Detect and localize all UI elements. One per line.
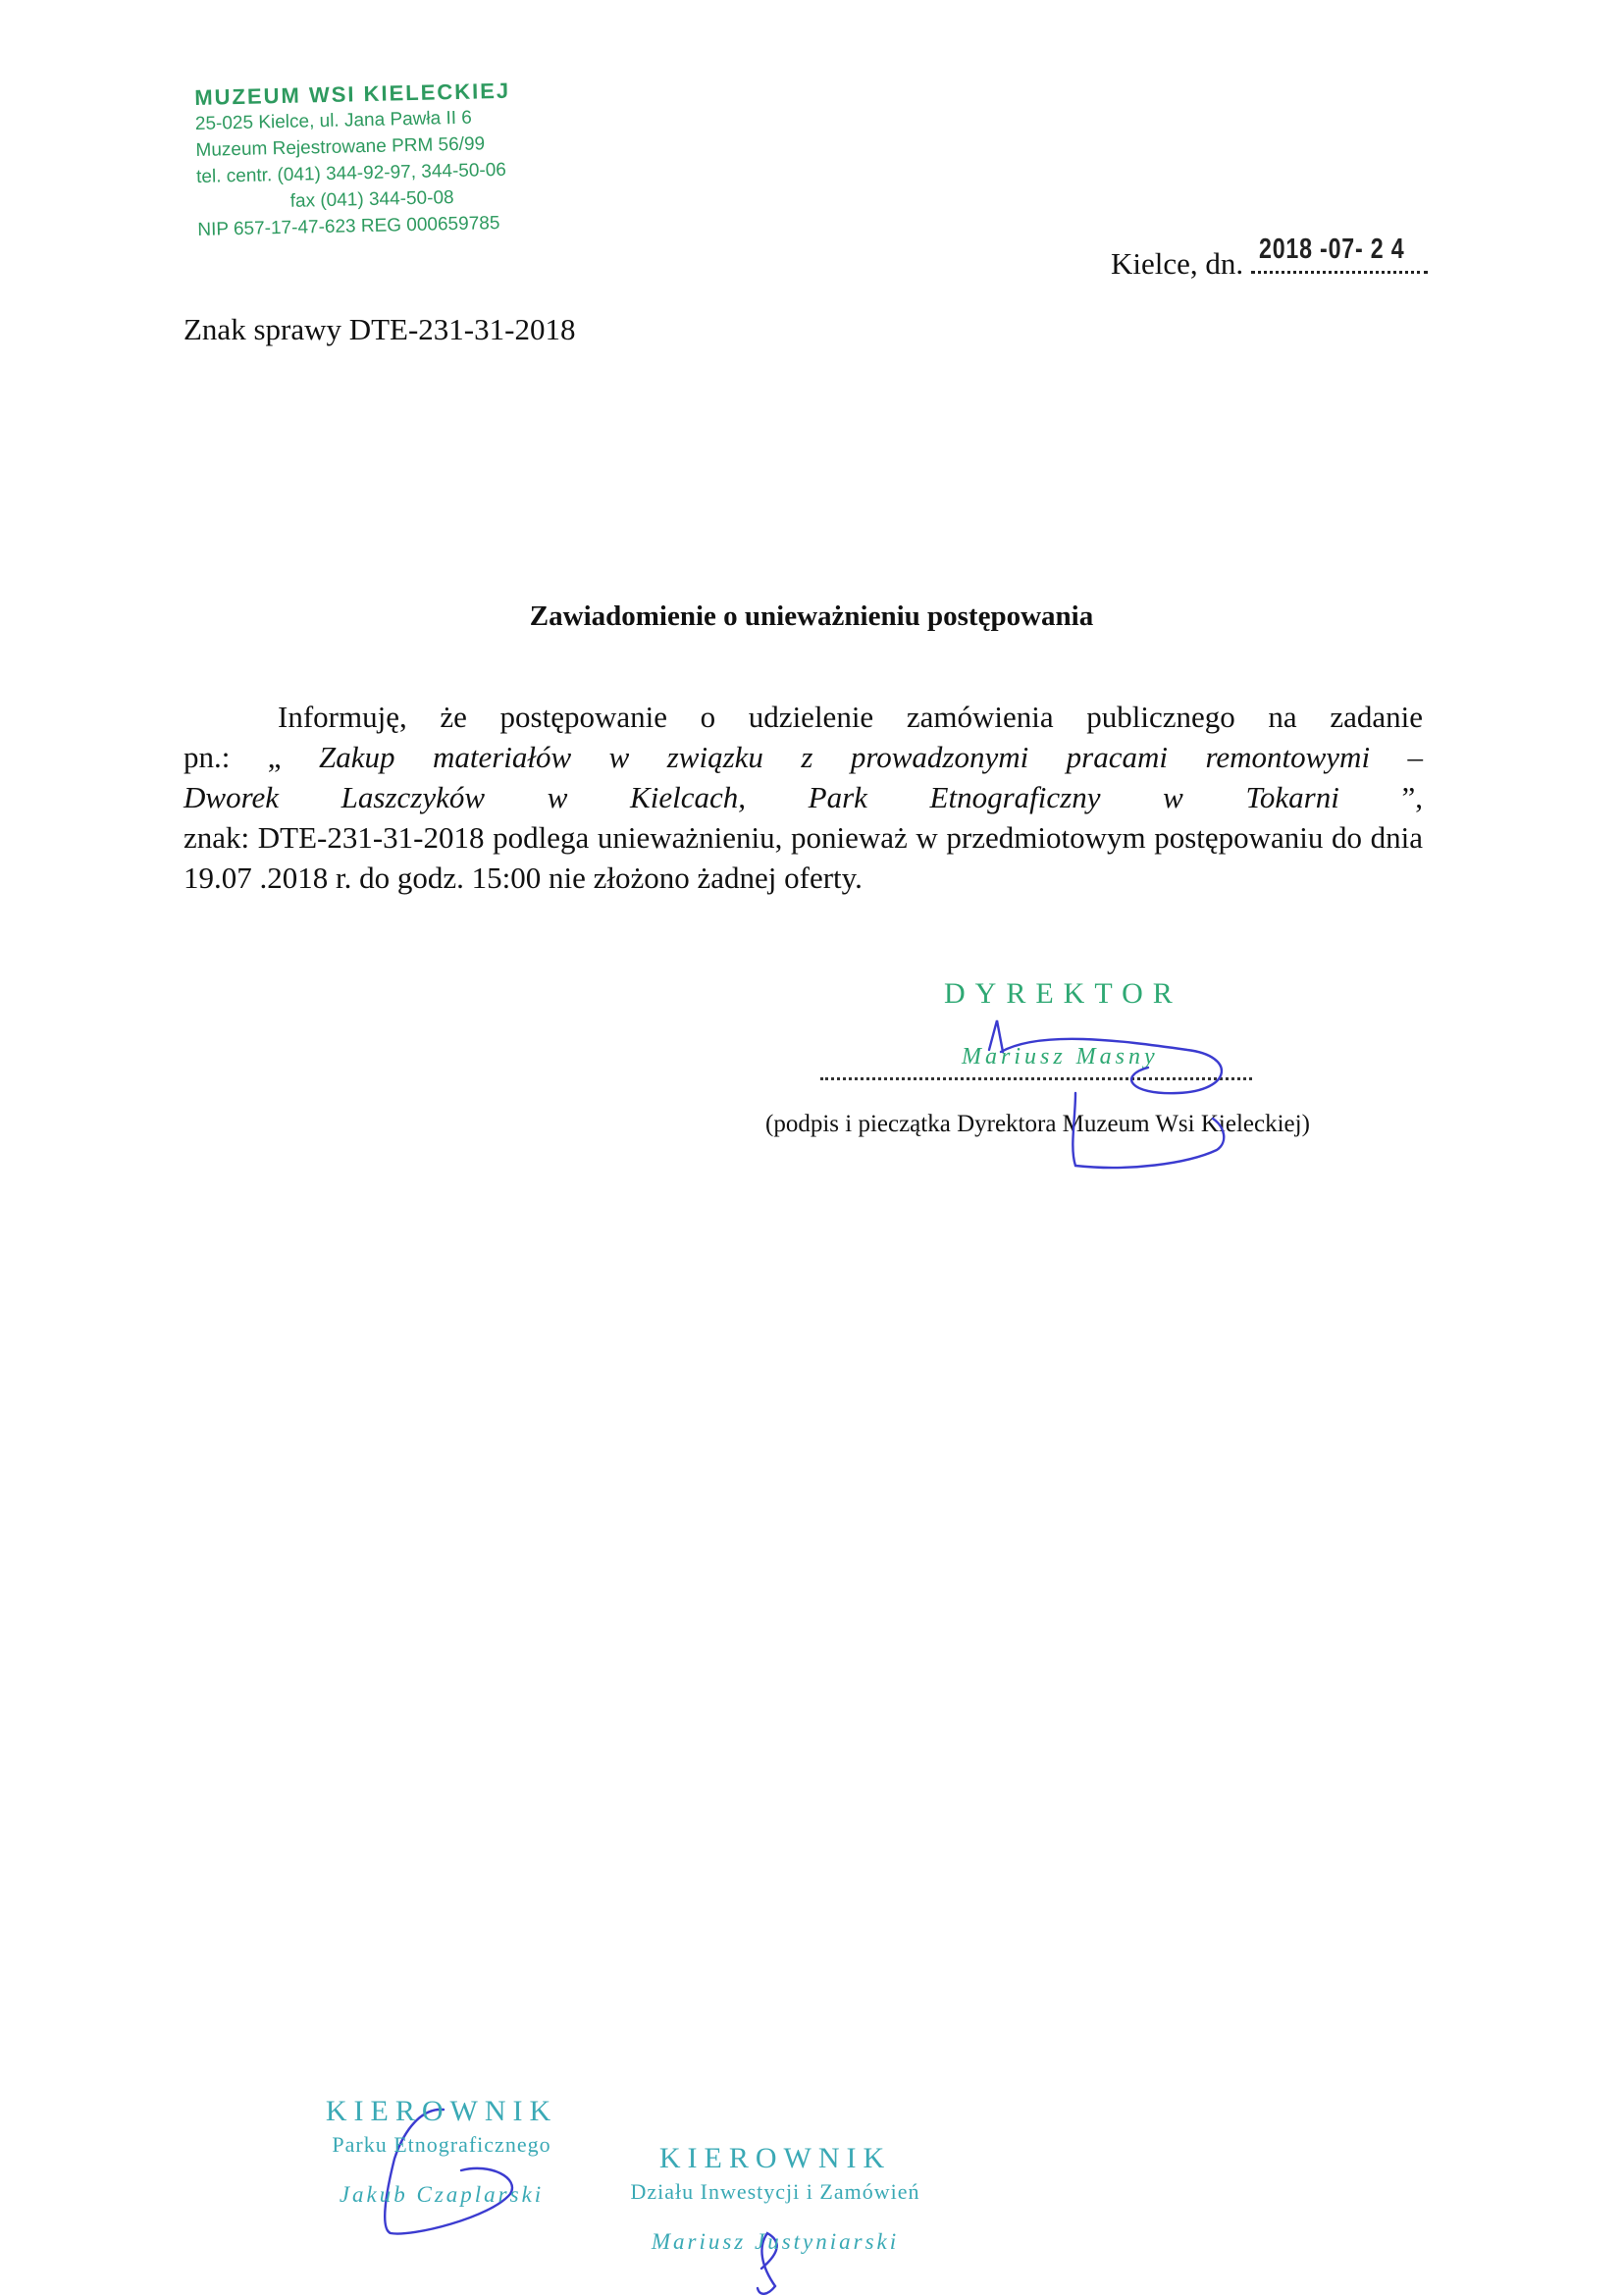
body-line-3 [183, 777, 1423, 817]
date-stamp: 2018 -07- 2 4 [1258, 234, 1405, 265]
director-signature-caption: (podpis i pieczątka Dyrektora Muzeum Wsi Kieleckiej) [765, 1111, 1310, 1137]
stamp-fax: fax (041) 344-50-08 [289, 187, 454, 212]
case-reference: Znak sprawy DTE-231-31-2018 [183, 312, 576, 346]
investment-manager-stamp [608, 2141, 942, 2259]
park-manager-name: Jakub Czaplarski [339, 2182, 545, 2207]
body-line-2-prefix: pn.: „ [183, 740, 282, 774]
task-name-part-1: Zakup materiałów w związku z prowadzonymi pracami remontowymi – [319, 740, 1423, 774]
museum-stamp [194, 75, 610, 242]
date-dotted-field [1251, 234, 1428, 274]
park-manager-unit: Parku Etnograficznego [332, 2132, 551, 2157]
stamp-nip-regon: NIP 657-17-47-623 REG 000659785 [197, 212, 500, 240]
park-manager-stamp [294, 2094, 589, 2212]
stamp-museum-name: MUZEUM WSI KIELECKIEJ [194, 78, 511, 110]
investment-manager-name: Mariusz Justyniarski [651, 2229, 900, 2254]
director-stamp-title: DYREKTOR [944, 977, 1182, 1010]
investment-manager-title: KIEROWNIK [658, 2142, 892, 2174]
body-line-2 [183, 737, 1423, 777]
date-line [1111, 234, 1428, 282]
task-name-part-2: Dworek Laszczyków w Kielcach, Park Etnograficzny w Tokarni [183, 780, 1339, 814]
investment-manager-unit: Działu Inwestycji i Zamówień [630, 2179, 920, 2204]
body-rest: znak: DTE-231-31-2018 podlega unieważnieniu, ponieważ w przedmiotowym postępowaniu do dnia 19.07 .2018 r. do godz. 15:00 nie złożono żadnej oferty. [183, 820, 1423, 895]
stamp-phone: tel. centr. (041) 344-92-97, 344-50-06 [195, 159, 507, 187]
stamp-registration: Muzeum Rejestrowane PRM 56/99 [195, 133, 486, 161]
body-line-3-suffix: ”, [1401, 780, 1424, 814]
stamp-address: 25-025 Kielce, ul. Jana Pawła II 6 [194, 107, 473, 134]
director-signature [989, 1020, 1224, 1168]
document-title: Zawiadomienie o unieważnieniu postępowania [529, 600, 1094, 632]
date-prefix: Kielce, dn. [1111, 246, 1244, 281]
director-stamp-name: Mariusz Masny [962, 1044, 1159, 1070]
park-manager-title: KIEROWNIK [325, 2095, 558, 2127]
body-paragraph [183, 697, 1423, 898]
director-signature-line [820, 1075, 1252, 1080]
body-line-1: Informuję, że postępowanie o udzielenie zamówienia publicznego na zadanie [278, 700, 1423, 734]
